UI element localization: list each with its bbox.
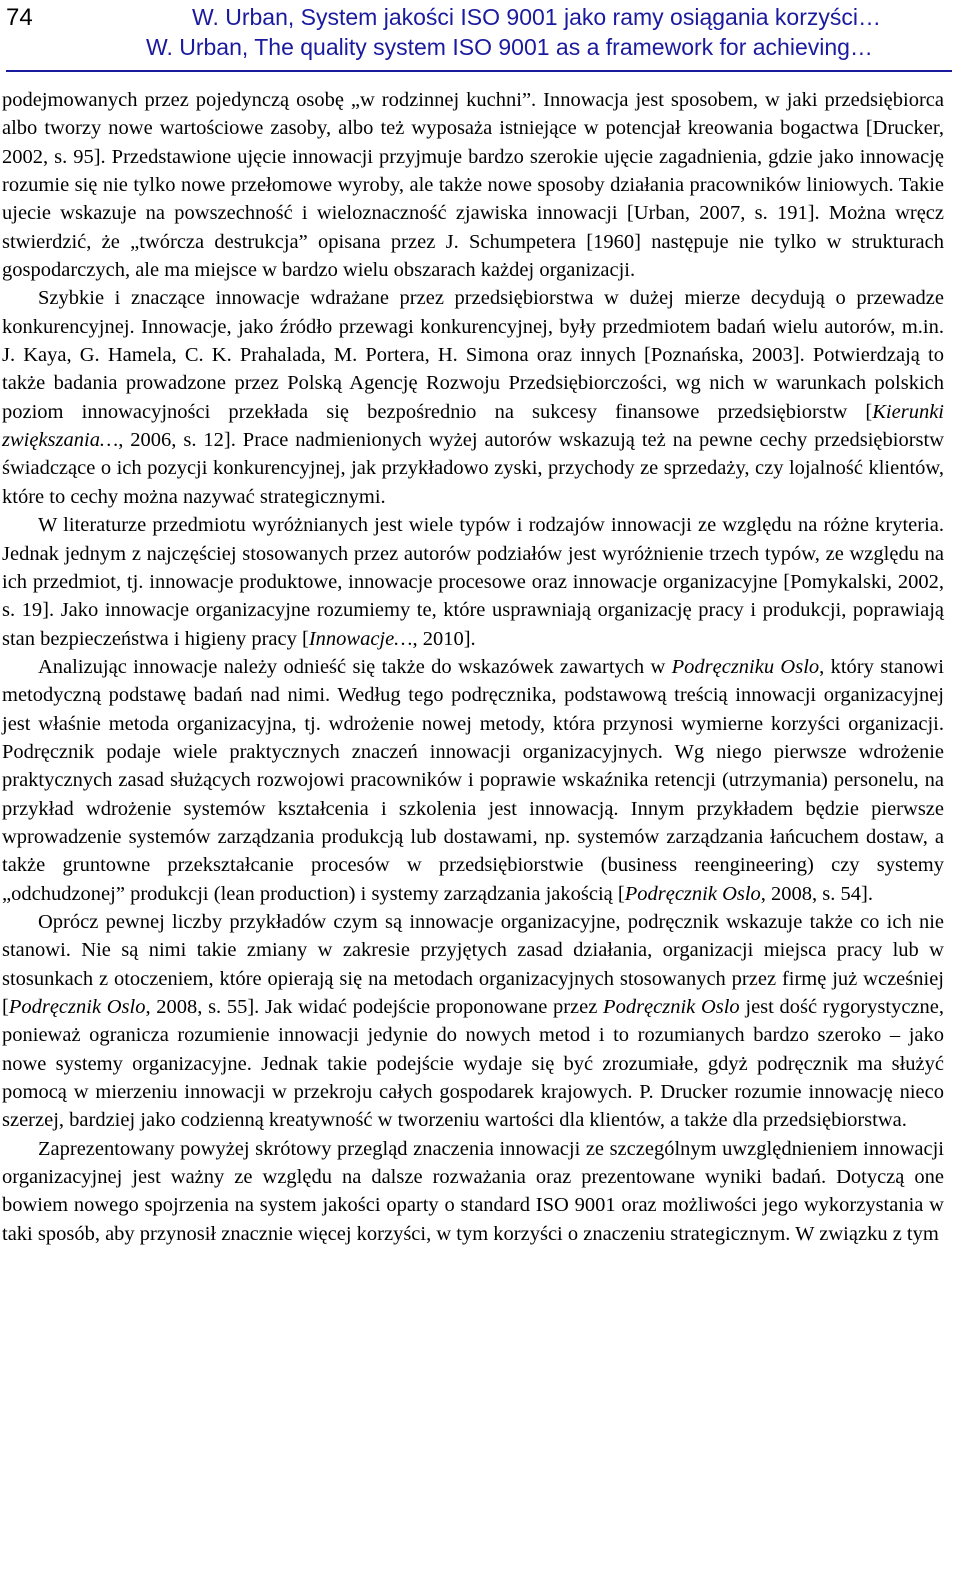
text-run: , 2008, s. 54]. xyxy=(760,882,873,905)
text-run: Analizując innowacje należy odnieść się także do wskazówek zawartych w xyxy=(38,655,672,678)
paragraph xyxy=(2,284,944,511)
italic-citation: Podręcznik Oslo xyxy=(8,996,146,1018)
paragraph xyxy=(2,511,944,653)
running-head-english: W. Urban, The quality system ISO 9001 as a framework for achieving… xyxy=(146,34,873,60)
text-run: W literaturze przedmiotu wyróżnianych jest wiele typów i rodzajów innowacji ze względu na różne kryteria. Jednak jednym z najczęściej stosowanych przez autorów podziałów jest wyróżnienie trzech typów, ze względu na ich przedmiot, tj. innowacje produktowe, innowacje procesowe oraz innowacje organizacyjne [Pomykalski, 2002, s. 19]. Jako innowacje organizacyjne rozumiemy te, które usprawniają organizację pracy i produkcji, poprawiają stan bezpieczeństwa i higieny pracy [ xyxy=(2,514,944,650)
italic-citation: Podręczniku Oslo xyxy=(671,655,820,678)
text-run: , 2006, s. 12]. Prace nadmienionych wyżej autorów wskazują też na pewne cechy przedsiębiorstw świadczące o ich pozycji konkurencyjnej, jak przykładowo zyski, przychody ze sprzedaży, czy lojalność klientów, które to cechy można nazywać strategicznymi. xyxy=(2,429,944,508)
text-run: Oprócz pewnej liczby przykładów czym są innowacje organizacyjne, podręcznik wskazuje także co ich nie stanowi. Nie są nimi takie zmiany w zakresie przyjętych zasad działania, organizacji miejsca pracy lub w stosunkach z otoczeniem, które opierają się na metodach organizacyjnych stosowanych przez firmę już wcześniej [ xyxy=(2,910,944,1018)
text-run: podejmowanych przez pojedynczą osobę „w rodzinnej kuchni”. Innowacja jest sposobem, w jaki przedsiębiorca albo tworzy nowe wartościowe zasoby, albo też wyposaża istniejące w potencjał kreowania bogactwa [Drucker, 2002, s. 95]. Przedstawione ujęcie innowacji przyjmuje bardzo szerokie ujęcie zagadnienia, gdzie jako innowację rozumie się nie tylko nowe przełomowe wyroby, ale także nowe sposoby działania pracowników liniowych. Takie ujecie wskazuje na powszechność i wieloznaczność zjawiska innowacji [Urban, 2007, s. 191]. Można wręcz stwierdzić, że „twórcza destrukcja” opisana przez J. Schumpetera [1960] następuje nie tylko w strukturach gospodarczych, ale ma miejsce w bardzo wielu obszarach każdej organizacji. xyxy=(2,89,944,282)
paragraph xyxy=(2,908,944,1135)
page-number: 74 xyxy=(6,4,33,31)
article-body xyxy=(2,86,944,1248)
text-run: , 2008, s. 55]. Jak widać podejście proponowane przez xyxy=(145,996,604,1018)
paragraph xyxy=(2,1135,944,1248)
text-run: Zaprezentowany powyżej skrótowy przegląd znaczenia innowacji ze szczególnym uwzględnieniem innowacji organizacyjnej jest ważny ze względu na dalsze rozważania oraz prezentowane wyniki badań. Dotyczą one bowiem nowego spojrzenia na system jakości oparty o standard ISO 9001 oraz możliwości jego wykorzystania w taki sposób, aby przynosił znacznie więcej korzyści, w tym korzyści o znaczeniu strategicznym. W związku z tym xyxy=(2,1137,944,1245)
running-head-polish: W. Urban, System jakości ISO 9001 jako ramy osiągania korzyści… xyxy=(192,4,881,30)
paragraph xyxy=(2,653,944,908)
paragraph xyxy=(2,86,944,284)
text-run: Szybkie i znaczące innowacje wdrażane przez przedsiębiorstwa w dużej mierze decydują o przewadze konkurencyjnej. Innowacje, jako źródło przewagi konkurencyjnej, były przedmiotem badań wielu autorów, m.in. J. Kaya, G. Hamela, C. K. Prahalada, M. Portera, H. Simona oraz innych [Poznańska, 2003]. Potwierdzają to także badania prowadzone przez Polską Agencję Rozwoju Przedsiębiorczości, wg nich w warunkach polskich poziom innowacyjności przekłada się bezpośrednio na sukcesy finansowe przedsiębiorstw [ xyxy=(2,287,944,423)
text-run: , który stanowi metodyczną podstawę badań nad nimi. Według tego podręcznika, podstawową treścią innowacji organizacyjnej jest właśnie metoda organizacyjna, tj. wdrożenie nowej metody, która przynosi wymierne korzyści organizacji. Podręcznik podaje wiele praktycznych znaczeń innowacji organizacyjnych. Wg niego pierwsze wdrożenie praktycznych zasad służących rozwojowi pracowników i poprawie wskaźnika retencji (utrzymania) personelu, na przykład wdrożenie systemów kształcenia i szkolenia jest innowacją. Innym przykładem będzie pierwsze wprowadzenie systemów zarządzania produkcją lub dostawami, np. systemów zarządzania łańcuchem dostaw, a także gruntowne przekształcanie procesów w przedsiębiorstwie (business reengineering) czy systemy „odchudzonej” produkcji (lean production) i systemy zarządzania jakością [ xyxy=(2,655,944,905)
italic-citation: Podręcznik Oslo xyxy=(603,996,740,1018)
italic-citation: Innowacje… xyxy=(308,627,413,650)
header-rule xyxy=(6,70,952,72)
text-run: jest dość rygorystyczne, ponieważ ogranicza rozumienie innowacji jedynie do nowych metod i to rozumianych bardzo szeroko – jako nowe systemy organizacyjne. Jednak takie podejście wydaje się być zrozumiałe, gdyż podręcznik ma służyć pomocą w mierzeniu innowacji w przekroju całych gospodarek krajowych. P. Drucker rozumie innowację nieco szerzej, bardziej jako codzienną kreatywność w tworzeniu wartości dla klientów, a także dla przedsiębiorstwa. xyxy=(2,996,945,1132)
running-head xyxy=(146,2,952,62)
italic-citation: Kierunki zwiększania… xyxy=(2,400,944,452)
page-header xyxy=(6,2,952,66)
text-run: , 2010]. xyxy=(412,627,476,650)
italic-citation: Podręcznik Oslo xyxy=(624,882,761,905)
